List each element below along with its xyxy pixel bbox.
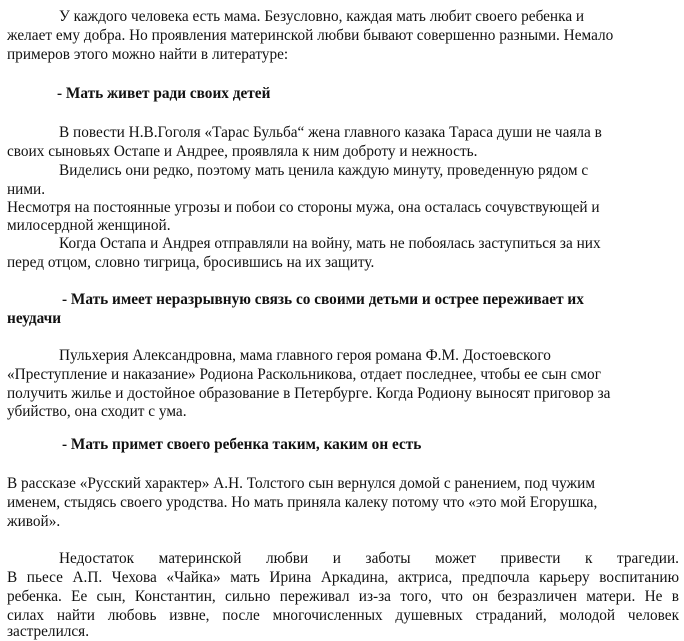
section-3-heading: - Мать примет своего ребенка таким, каким он есть <box>62 436 422 453</box>
section-3-line-3: живой». <box>7 513 61 530</box>
intro-line-2: желает ему добра. Но проявления материнской любви бывают совершенно разными. Немало <box>7 27 614 44</box>
section-2-heading-line-2: неудачи <box>7 310 62 327</box>
conclusion-line-3: ребенка. Ее сын, Константин, сильно переживал из-за того, что он безразличен матери. Не в <box>7 588 679 605</box>
section-3-line-2: именем, стыдясь своего уродства. Но мать приняла калеку потому что «это мой Егорушка, <box>7 494 598 511</box>
section-1-line-3: Виделись они редко, поэтому мать ценила каждую минуту, проведенную рядом с <box>59 162 589 179</box>
section-1-line-4: ними. <box>7 181 46 198</box>
conclusion-line-5: застрелился. <box>7 623 90 640</box>
conclusion-line-2: В пьесе А.П. Чехова «Чайка» мать Ирина Аркадина, актриса, предпочла карьеру воспитанию <box>7 569 679 586</box>
section-1-line-2: своих сыновьях Остапе и Андрее, проявляла к ним доброту и нежность. <box>7 143 478 160</box>
intro-line-1: У каждого человека есть мама. Безусловно, каждая мать любит своего ребенка и <box>59 8 585 25</box>
section-2-line-3: получить жилье и достойное образование в Петербурге. Когда Родиону выносят приговор за <box>7 385 611 402</box>
section-1-line-7: Когда Остапа и Андрея отправляли на войну, мать не побоялась заступиться за них <box>59 235 601 252</box>
intro-line-3: примеров этого можно найти в литературе: <box>7 46 289 63</box>
section-1-line-8: перед отцом, словно тигрица, бросившись на их защиту. <box>7 254 375 271</box>
section-2-heading-line-1: - Мать имеет неразрывную связь со своими детьми и острее переживает их <box>62 291 584 308</box>
section-1-line-1: В повести Н.В.Гоголя «Тарас Бульба“ жена главного казака Тараса души не чаяла в <box>59 124 602 141</box>
section-3-line-1: В рассказе «Русский характер» А.Н. Толстого сын вернулся домой с ранением, под чужим <box>7 475 595 492</box>
conclusion-line-1: Недостаток материнской любви и заботы может привести к трагедии. <box>59 550 679 567</box>
section-2-line-4: убийство, она сходит с ума. <box>7 403 187 420</box>
conclusion-line-4: силах найти любовь извне, после многочисленных душевных страданий, молодой человек <box>7 607 679 624</box>
section-2-line-2: «Преступление и наказание» Родиона Раскольникова, отдает последнее, чтобы ее сын смог <box>7 366 601 383</box>
section-2-line-1: Пульхерия Александровна, мама главного героя романа Ф.М. Достоевского <box>59 347 551 364</box>
section-1-line-6: милосердной женщиной. <box>7 217 171 234</box>
section-1-heading: - Мать живет ради своих детей <box>57 85 271 102</box>
section-1-line-5: Несмотря на постоянные угрозы и побои со стороны мужа, она осталась сочувствующей и <box>7 199 600 216</box>
